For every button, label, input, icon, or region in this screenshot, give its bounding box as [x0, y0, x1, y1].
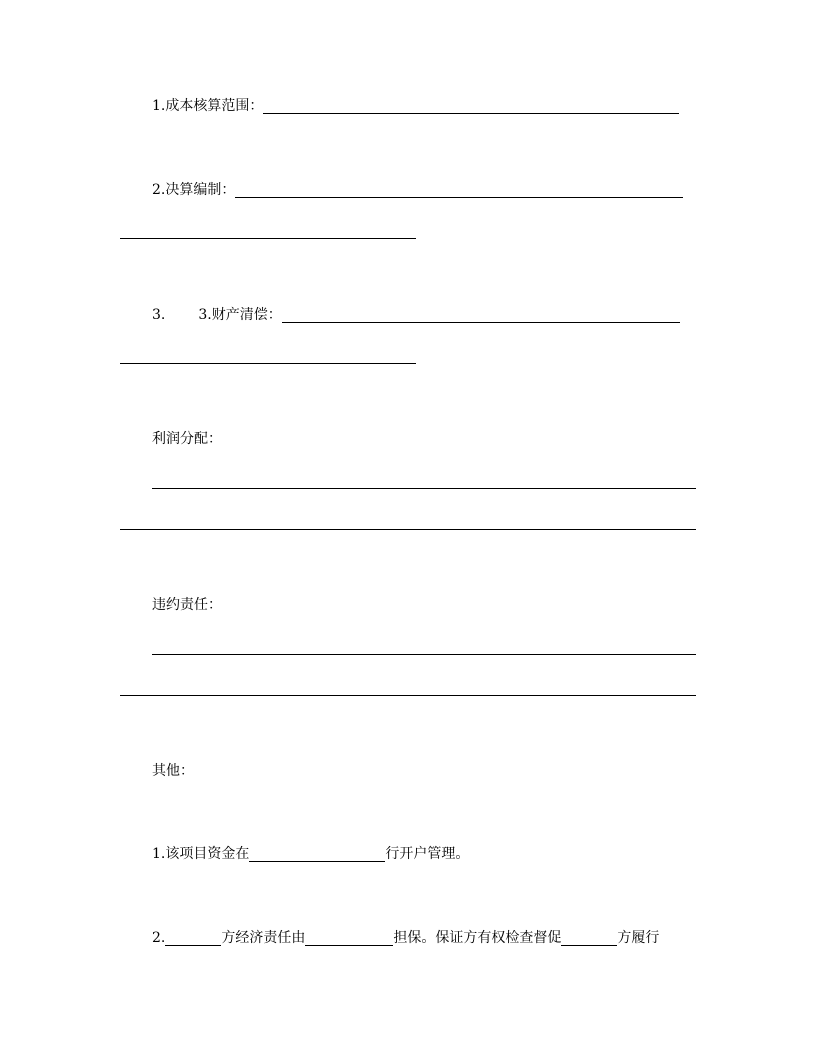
party-blank-1[interactable]	[165, 945, 221, 946]
cost-scope-blank[interactable]	[263, 113, 679, 114]
other-label: 其他：	[152, 763, 194, 779]
breach-line	[152, 596, 222, 614]
other-item-1	[152, 845, 469, 863]
settlement-line	[152, 181, 683, 199]
property-blank-continued[interactable]	[120, 363, 416, 364]
other-item-1-prefix: 1.该项目资金在	[152, 846, 250, 862]
other-item-1-suffix: 行开户管理。	[385, 846, 470, 862]
property-prefix: 3.	[152, 307, 166, 323]
other-item-2-part4: 方履行	[617, 930, 660, 946]
breach-label: 违约责任：	[152, 597, 222, 613]
profit-label: 利润分配：	[152, 431, 222, 447]
other-item-2-part3: 担保。保证方有权检查督促	[393, 930, 562, 946]
other-item-2-prefix: 2.	[152, 930, 166, 946]
cost-scope-label: 1.成本核算范围：	[152, 98, 264, 114]
other-item-2-part2: 方经济责任由	[221, 930, 306, 946]
breach-blank-2[interactable]	[120, 695, 696, 696]
guarantor-blank[interactable]	[305, 945, 393, 946]
cost-scope-line	[152, 97, 679, 115]
property-line	[152, 306, 680, 324]
party-blank-2[interactable]	[561, 945, 617, 946]
property-blank[interactable]	[282, 322, 680, 323]
profit-blank-2[interactable]	[120, 529, 696, 530]
settlement-label: 2.决算编制：	[152, 182, 236, 198]
profit-blank-1[interactable]	[152, 488, 696, 489]
other-line	[152, 762, 194, 780]
settlement-blank[interactable]	[235, 197, 683, 198]
breach-blank-1[interactable]	[152, 654, 696, 655]
other-item-2	[152, 929, 659, 947]
profit-line	[152, 430, 222, 448]
bank-name-blank[interactable]	[249, 861, 385, 862]
settlement-blank-continued[interactable]	[120, 238, 416, 239]
property-label: 3.财产清偿：	[198, 307, 282, 323]
